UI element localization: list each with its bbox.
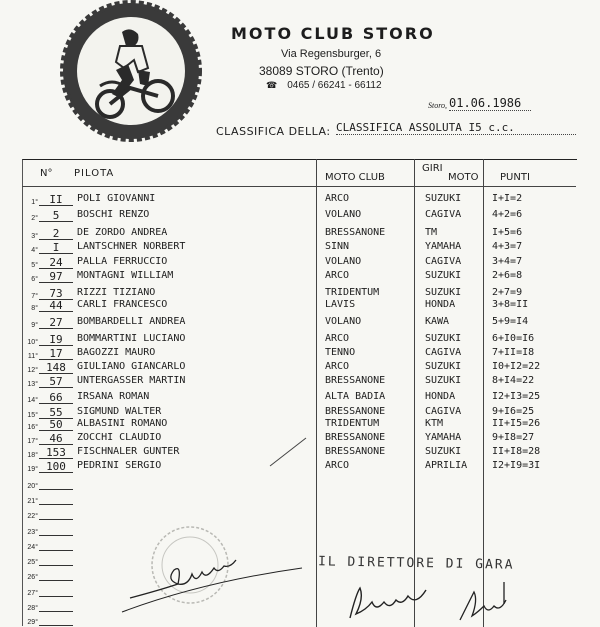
moto-club: BRESSANONE <box>325 432 386 443</box>
pilot-name: CARLI FRANCESCO <box>77 299 168 310</box>
pilot-name: IRSANA ROMAN <box>77 391 150 402</box>
rank-label: 15° <box>27 412 38 419</box>
rank-label: 20° <box>27 483 38 490</box>
moto-club: ARCO <box>325 193 350 204</box>
rank-label: 12° <box>27 367 38 374</box>
rank-label: 2° <box>31 215 38 222</box>
moto-club: VOLANO <box>325 256 362 267</box>
address-phone <box>266 80 382 91</box>
points: I+5=6 <box>492 227 523 238</box>
points: 8+I4=22 <box>492 375 535 386</box>
motorcycle: HONDA <box>425 299 456 310</box>
rank-label: 16° <box>27 424 38 431</box>
pilot-name: PALLA FERRUCCIO <box>77 256 168 267</box>
rank-underline <box>39 596 73 597</box>
race-number: I <box>52 241 60 254</box>
rank-label: 13° <box>27 381 38 388</box>
motorcycle: CAGIVA <box>425 347 462 358</box>
pilot-name: BOMBARDELLI ANDREA <box>77 316 186 327</box>
rank-label: 3° <box>31 233 38 240</box>
points: 5+9=I4 <box>492 316 529 327</box>
points: 4+3=7 <box>492 241 523 252</box>
header-giri: GIRI <box>422 163 443 174</box>
moto-club: LAVIS <box>325 299 356 310</box>
pilot-name: ALBASINI ROMANO <box>77 418 168 429</box>
rank-label: 17° <box>27 438 38 445</box>
moto-club: SINN <box>325 241 350 252</box>
rank-label: 7° <box>31 293 38 300</box>
rank-label: 5° <box>31 262 38 269</box>
motorcycle: SUZUKI <box>425 446 462 457</box>
motorcycle: SUZUKI <box>425 270 462 281</box>
race-number: 46 <box>49 432 63 445</box>
header-punti: PUNTI <box>500 172 530 183</box>
date-value: 01.06.1986 <box>449 96 531 111</box>
motorcycle: SUZUKI <box>425 361 462 372</box>
classification-label: CLASSIFICA DELLA: <box>216 125 331 138</box>
classification-value: CLASSIFICA ASSOLUTA I5 c.c. <box>336 121 576 135</box>
moto-club: BRESSANONE <box>325 375 386 386</box>
points: 2+6=8 <box>492 270 523 281</box>
race-number: 5 <box>52 209 60 222</box>
pilot-name: FISCHNALER GUNTER <box>77 446 180 457</box>
race-number: 153 <box>46 446 66 459</box>
date-label: Storo, <box>428 101 448 110</box>
pilot-name: BAGOZZI MAURO <box>77 347 156 358</box>
motorcycle: CAGIVA <box>425 256 462 267</box>
motorcycle: CAGIVA <box>425 406 462 417</box>
header-num: N° <box>40 168 53 179</box>
header-moto: MOTO <box>448 172 479 183</box>
rank-label: 26° <box>27 574 38 581</box>
motorcycle: SUZUKI <box>425 287 462 298</box>
address-city: 38089 STORO (Trento) <box>259 64 384 78</box>
phone-number: 0465 / 66241 - 66112 <box>287 80 382 91</box>
rank-label: 25° <box>27 559 38 566</box>
rank-underline <box>39 535 73 536</box>
moto-club: BRESSANONE <box>325 227 386 238</box>
rank-underline <box>39 504 73 505</box>
race-number: I9 <box>49 333 63 346</box>
rank-label: 23° <box>27 529 38 536</box>
rank-label: 21° <box>27 498 38 505</box>
rank-underline <box>39 565 73 566</box>
rank-underline <box>39 580 73 581</box>
motorcycle: YAMAHA <box>425 432 462 443</box>
address-street: Via Regensburger, 6 <box>281 48 382 60</box>
race-number: 97 <box>49 270 63 283</box>
pilot-name: GIULIANO GIANCARLO <box>77 361 186 372</box>
column-divider <box>316 159 317 627</box>
rank-label: 24° <box>27 544 38 551</box>
pilot-name: BOSCHI RENZO <box>77 209 150 220</box>
rank-underline <box>39 625 73 626</box>
race-number: 24 <box>49 256 63 269</box>
director-label: IL DIRETTORE DI GARA <box>317 554 515 573</box>
motorcycle: SUZUKI <box>425 375 462 386</box>
pilot-name: SIGMUND WALTER <box>77 406 162 417</box>
pilot-name: MONTAGNI WILLIAM <box>77 270 174 281</box>
points: 6+I0=I6 <box>492 333 535 344</box>
points: 7+II=I8 <box>492 347 535 358</box>
rank-label: 11° <box>27 353 38 360</box>
rank-label: 10° <box>27 339 38 346</box>
pilot-name: POLI GIOVANNI <box>77 193 156 204</box>
race-number: 44 <box>49 299 63 312</box>
points: 3+4=7 <box>492 256 523 267</box>
motorcycle: KTM <box>425 418 444 429</box>
race-number: 50 <box>49 418 63 431</box>
points: 3+8=II <box>492 299 529 310</box>
race-number: 17 <box>49 347 63 360</box>
points: I0+I2=22 <box>492 361 541 372</box>
motorcycle: SUZUKI <box>425 333 462 344</box>
moto-club: BRESSANONE <box>325 406 386 417</box>
race-number: 66 <box>49 391 63 404</box>
points: I+I=2 <box>492 193 523 204</box>
rank-label: 29° <box>27 619 38 626</box>
points: II+I5=26 <box>492 418 541 429</box>
club-name: MOTO CLUB STORO <box>231 24 435 43</box>
rank-label: 9° <box>31 322 38 329</box>
race-number: 27 <box>49 316 63 329</box>
race-number: 55 <box>49 406 63 419</box>
points: I2+I9=3I <box>492 460 541 471</box>
header-divider <box>22 186 576 187</box>
rank-label: 28° <box>27 605 38 612</box>
points: 4+2=6 <box>492 209 523 220</box>
rank-label: 27° <box>27 590 38 597</box>
race-number: 100 <box>46 460 66 473</box>
rank-underline <box>39 519 73 520</box>
moto-club: ARCO <box>325 270 350 281</box>
pilot-name: UNTERGASSER MARTIN <box>77 375 186 386</box>
rank-label: 6° <box>31 276 38 283</box>
moto-club: TENNO <box>325 347 356 358</box>
pilot-name: RIZZI TIZIANO <box>77 287 156 298</box>
motorcycle: APRILIA <box>425 460 468 471</box>
moto-club-logo <box>60 0 202 142</box>
rank-label: 4° <box>31 247 38 254</box>
rank-label: 22° <box>27 513 38 520</box>
moto-club: VOLANO <box>325 209 362 220</box>
points: 9+I8=27 <box>492 432 535 443</box>
pilot-name: ZOCCHI CLAUDIO <box>77 432 162 443</box>
telephone-icon: ☎ <box>266 80 278 90</box>
rank-label: 1° <box>31 199 38 206</box>
motorcycle: YAMAHA <box>425 241 462 252</box>
motorcycle: SUZUKI <box>425 193 462 204</box>
points: I2+I3=25 <box>492 391 541 402</box>
pilot-name: DE ZORDO ANDREA <box>77 227 168 238</box>
points: 9+I6=25 <box>492 406 535 417</box>
moto-club: BRESSANONE <box>325 446 386 457</box>
moto-club: VOLANO <box>325 316 362 327</box>
race-number: 2 <box>52 227 60 240</box>
race-number: II <box>49 193 63 206</box>
points: 2+7=9 <box>492 287 523 298</box>
rank-label: 8° <box>31 305 38 312</box>
moto-club: ALTA BADIA <box>325 391 386 402</box>
rank-underline <box>39 489 73 490</box>
moto-club: ARCO <box>325 361 350 372</box>
rank-label: 18° <box>27 452 38 459</box>
motorcycle: TM <box>425 227 438 238</box>
moto-club: ARCO <box>325 460 350 471</box>
moto-club: TRIDENTUM <box>325 418 380 429</box>
moto-club: TRIDENTUM <box>325 287 380 298</box>
rank-label: 19° <box>27 466 38 473</box>
moto-club: ARCO <box>325 333 350 344</box>
rank-underline <box>39 550 73 551</box>
rank-underline <box>39 611 73 612</box>
header-pilot: PILOTA <box>74 168 115 179</box>
motorcycle: KAWA <box>425 316 450 327</box>
race-number: 73 <box>49 287 63 300</box>
race-number: 148 <box>46 361 66 374</box>
rank-label: 14° <box>27 397 38 404</box>
motorcycle: HONDA <box>425 391 456 402</box>
points: II+I8=28 <box>492 446 541 457</box>
race-number: 57 <box>49 375 63 388</box>
pilot-name: PEDRINI SERGIO <box>77 460 162 471</box>
pilot-name: BOMMARTINI LUCIANO <box>77 333 186 344</box>
pilot-name: LANTSCHNER NORBERT <box>77 241 186 252</box>
header-moto-club: MOTO CLUB <box>325 172 385 183</box>
motorcycle: CAGIVA <box>425 209 462 220</box>
